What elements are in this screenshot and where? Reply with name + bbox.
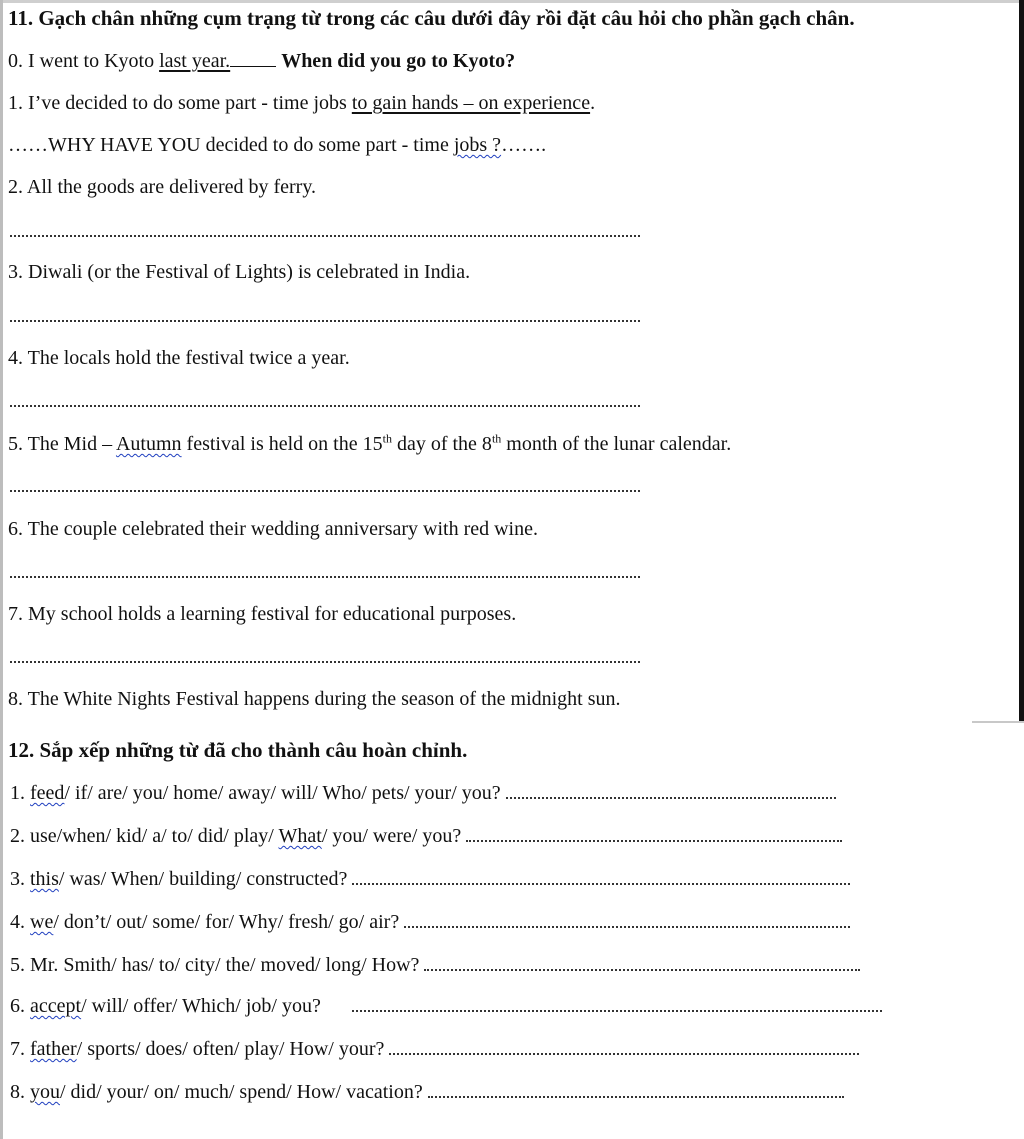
item-5-text-mid: festival is held on the 15 [181, 433, 383, 455]
exercise-11-item-1 [8, 91, 595, 115]
exercise-11-item-4: 4. The locals hold the festival twice a year. [8, 347, 350, 369]
example-text: I went to Kyoto [28, 50, 160, 72]
exercise-11-item-2: 2. All the goods are delivered by ferry. [8, 176, 317, 198]
item-number: 5. [10, 954, 25, 976]
item-1-underlined-phrase: to gain hands – on experience [351, 92, 591, 114]
item-words: / did/ your/ on/ much/ spend/ How/ vacation? [60, 1081, 423, 1103]
item-words: use/when/ kid/ a/ to/ did/ play/ [30, 825, 279, 847]
exercise-12-item-1 [10, 781, 836, 805]
item-words: / don’t/ out/ some/ for/ Why/ fresh/ go/ air? [53, 911, 400, 933]
answer-fill-line[interactable] [424, 955, 860, 971]
page-left-border [0, 0, 3, 1139]
exercise-11-item-6: 6. The couple celebrated their wedding anniversary with red wine. [8, 518, 538, 540]
section-12-title: 12. Sắp xếp những từ đã cho thành câu hoàn chỉnh. [8, 738, 468, 762]
answer-fill-line[interactable] [389, 1039, 859, 1055]
answer-fill-line[interactable] [506, 783, 836, 799]
item-number: 8. [10, 1081, 25, 1103]
item-spellmark: you [30, 1081, 60, 1103]
item-5-answer-line[interactable] [10, 490, 640, 492]
exercise-12-item-2 [10, 824, 842, 848]
item-spellmark: father [30, 1038, 77, 1060]
item-1-text: 1. I’ve decided to do some part - time jobs [8, 92, 352, 114]
answer-fill-line[interactable] [428, 1082, 844, 1098]
item-5-text: 5. The Mid – [8, 433, 116, 455]
item-number: 7. [10, 1038, 25, 1060]
exercise-12-item-3 [10, 867, 850, 891]
item-5-superscript-1: th [382, 431, 392, 446]
example-sentence [8, 48, 515, 73]
item-1-answer-line[interactable] [8, 133, 546, 157]
item-number: 1. [10, 782, 25, 804]
example-answer: When did you go to Kyoto? [281, 50, 516, 72]
item-5-spellmark: Autumn [115, 433, 182, 455]
exercise-12-item-8 [10, 1080, 844, 1104]
item-1-end: . [590, 92, 596, 114]
item-words-end: / you/ were/ you? [321, 825, 462, 847]
item-3-answer-line[interactable] [10, 320, 640, 322]
item-number: 4. [10, 911, 25, 933]
item-number: 6. [10, 995, 25, 1017]
example-answer-blank [230, 48, 276, 67]
example-underlined-phrase: last year. [159, 50, 231, 72]
item-number: 2. [10, 825, 25, 847]
exercise-11-item-8: 8. The White Nights Festival happens during the season of the midnight sun. [8, 688, 621, 710]
item-words: Mr. Smith/ has/ to/ city/ the/ moved/ long/ How? [30, 954, 420, 976]
item-words: / was/ When/ building/ constructed? [58, 868, 348, 890]
item-6-answer-line[interactable] [10, 576, 640, 578]
exercise-12-item-4 [10, 910, 850, 934]
item-words: / if/ are/ you/ home/ away/ will/ Who/ pets/ your/ you? [64, 782, 501, 804]
exercise-12-item-5 [10, 953, 860, 977]
item-spellmark: this [30, 868, 59, 890]
exercise-12-item-6 [10, 994, 882, 1018]
page-top-border [0, 0, 1024, 3]
exercise-11-item-5 [8, 432, 731, 456]
item-spellmark: accept [30, 995, 82, 1017]
page-right-border [1019, 0, 1024, 722]
item-1-answer-text: ……WHY HAVE YOU decided to do some part - time [8, 134, 454, 156]
item-1-answer-spellmark: jobs ? [453, 134, 502, 156]
item-words: / sports/ does/ often/ play/ How/ your? [76, 1038, 385, 1060]
item-4-answer-line[interactable] [10, 405, 640, 407]
item-spellmark: What [278, 825, 322, 847]
example-number: 0. [8, 50, 23, 72]
exercise-11-item-7: 7. My school holds a learning festival for educational purposes. [8, 603, 517, 625]
section-11-title: 11. Gạch chân những cụm trạng từ trong các câu dưới đây rồi đặt câu hỏi cho phần gạch chân. [8, 6, 855, 30]
answer-fill-line[interactable] [352, 869, 850, 885]
exercise-11-item-3: 3. Diwali (or the Festival of Lights) is celebrated in India. [8, 261, 471, 283]
section-separator [972, 721, 1024, 723]
item-5-text-mid2: day of the 8 [391, 433, 492, 455]
item-5-superscript-2: th [491, 431, 502, 446]
item-spellmark: feed [30, 782, 65, 804]
item-1-answer-end: ……. [501, 134, 547, 156]
exercise-12-item-7 [10, 1037, 859, 1061]
item-7-answer-line[interactable] [10, 661, 640, 663]
item-spellmark: we [30, 911, 54, 933]
item-5-text-end: month of the lunar calendar. [501, 433, 732, 455]
answer-fill-line[interactable] [404, 912, 850, 928]
answer-fill-line[interactable] [466, 826, 842, 842]
item-number: 3. [10, 868, 25, 890]
answer-fill-line[interactable] [352, 996, 882, 1012]
item-words: / will/ offer/ Which/ job/ you? [81, 995, 321, 1017]
item-2-answer-line[interactable] [10, 235, 640, 237]
